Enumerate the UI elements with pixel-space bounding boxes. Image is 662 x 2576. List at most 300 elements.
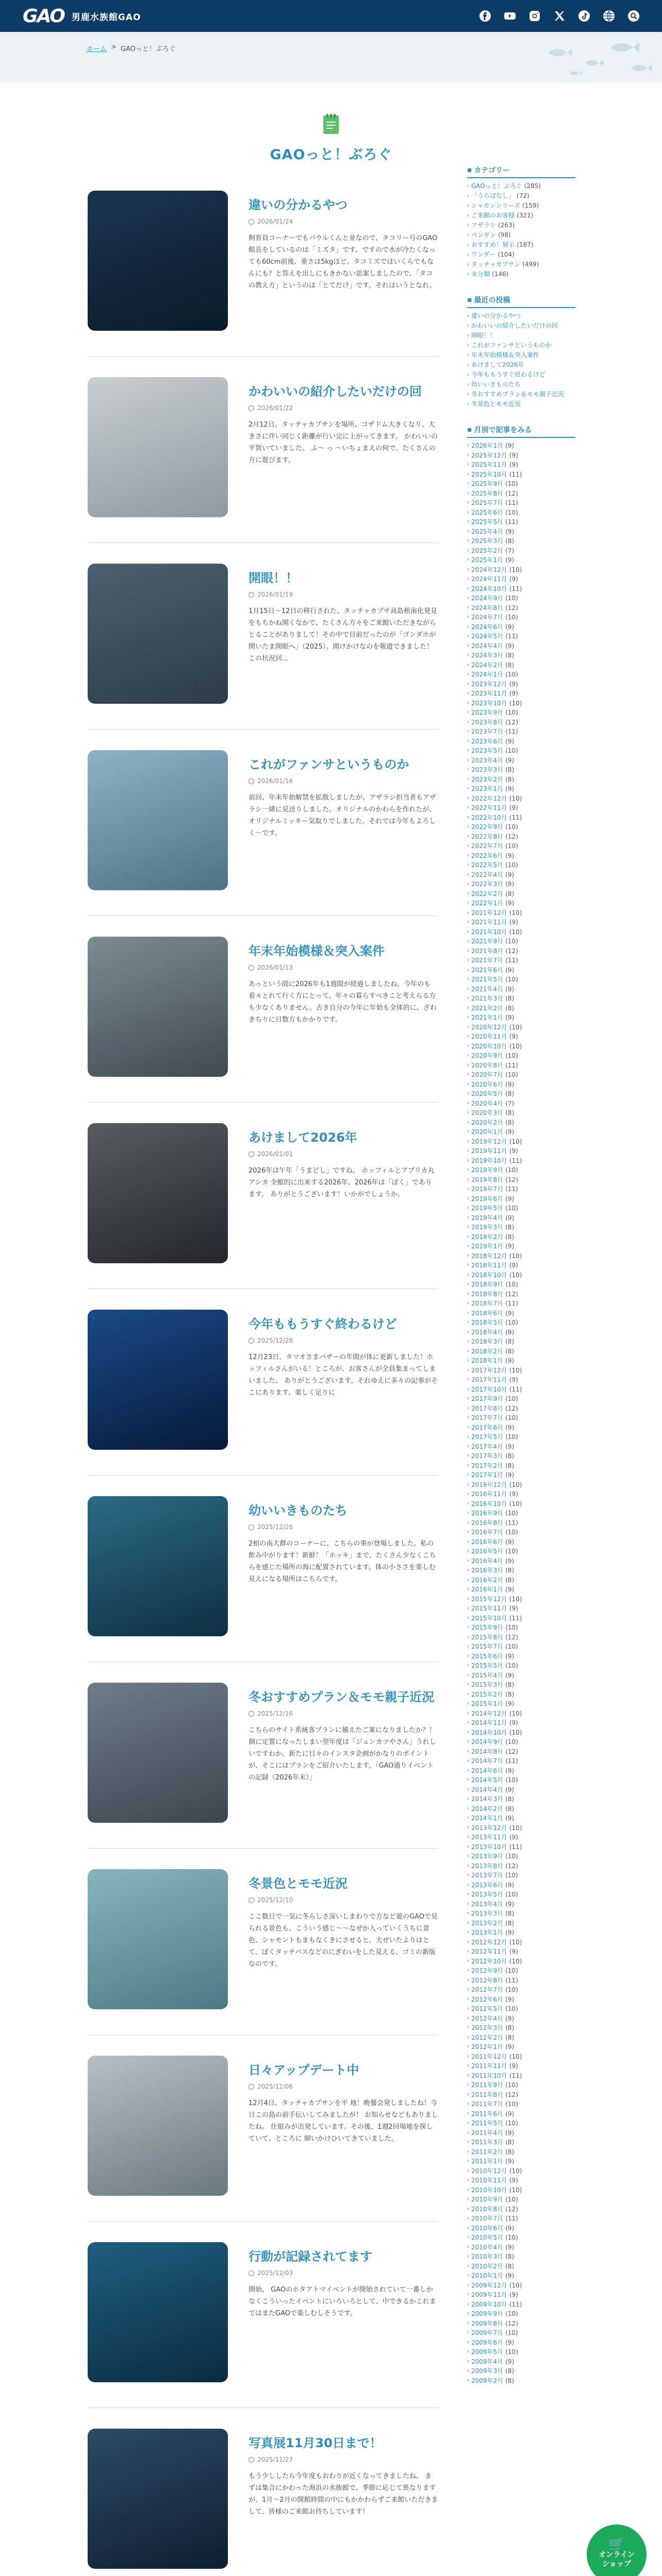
archive-item[interactable]: › 2010年8月 (12) xyxy=(467,2205,575,2214)
archive-item[interactable]: › 2020年2月 (8) xyxy=(467,1118,575,1128)
archive-item[interactable]: › 2025年1月 (9) xyxy=(467,555,575,565)
archive-item[interactable]: › 2016年1月 (9) xyxy=(467,1585,575,1595)
archive-item[interactable]: › 2025年7月 (11) xyxy=(467,498,575,508)
category-item[interactable]: › タッチャカプサン (499) xyxy=(467,260,575,269)
archive-item[interactable]: › 2025年10月 (11) xyxy=(467,470,575,480)
archive-item[interactable]: › 2021年11月 (9) xyxy=(467,918,575,927)
archive-item[interactable]: › 2023年1月 (9) xyxy=(467,784,575,794)
archive-item[interactable]: › 2022年6月 (9) xyxy=(467,851,575,861)
archive-item[interactable]: › 2022年9月 (10) xyxy=(467,822,575,832)
category-item[interactable]: › ペンギン (98) xyxy=(467,230,575,240)
post-thumbnail[interactable] xyxy=(88,191,228,331)
post-item[interactable] xyxy=(88,1496,438,1662)
archive-item[interactable]: › 2010年11月 (9) xyxy=(467,2176,575,2185)
archive-item[interactable]: › 2015年3月 (8) xyxy=(467,1680,575,1690)
archive-item[interactable]: › 2024年11月 (9) xyxy=(467,574,575,584)
archive-item[interactable]: › 2026年1月 (9) xyxy=(467,441,575,451)
archive-item[interactable]: › 2024年4月 (9) xyxy=(467,641,575,651)
archive-item[interactable]: › 2010年6月 (9) xyxy=(467,2224,575,2233)
post-item[interactable] xyxy=(88,2056,438,2222)
post-title[interactable]: 幼いいきものたち xyxy=(249,1503,347,1518)
post-thumbnail[interactable] xyxy=(88,937,228,1077)
instagram-icon[interactable] xyxy=(527,8,542,24)
archive-item[interactable]: › 2021年6月 (9) xyxy=(467,965,575,975)
archive-item[interactable]: › 2024年1月 (10) xyxy=(467,670,575,680)
chevron-right-icon: › xyxy=(467,1605,469,1611)
archive-item[interactable]: › 2019年1月 (9) xyxy=(467,1242,575,1251)
archive-item[interactable]: › 2015年2月 (8) xyxy=(467,1690,575,1700)
archive-item[interactable]: › 2019年6月 (9) xyxy=(467,1194,575,1204)
archive-item[interactable]: › 2013年7月 (10) xyxy=(467,1871,575,1880)
archive-item[interactable]: › 2009年11月 (9) xyxy=(467,2290,575,2300)
archive-item[interactable]: › 2018年5月 (10) xyxy=(467,1318,575,1328)
chevron-right-icon: › xyxy=(467,1948,469,1954)
archive-item[interactable]: › 2018年7月 (11) xyxy=(467,1299,575,1309)
post-item[interactable] xyxy=(88,377,438,543)
chevron-right-icon: › xyxy=(467,1653,469,1659)
chevron-right-icon: › xyxy=(467,919,469,925)
archive-item[interactable]: › 2016年7月 (10) xyxy=(467,1528,575,1537)
archive-item[interactable]: › 2024年8月 (12) xyxy=(467,603,575,613)
archive-item[interactable]: › 2012年5月 (10) xyxy=(467,2004,575,2014)
archive-item[interactable]: › 2011年10月 (11) xyxy=(467,2071,575,2081)
chevron-right-icon: › xyxy=(467,2358,469,2364)
archive-item[interactable]: › 2010年10月 (10) xyxy=(467,2185,575,2195)
archive-item[interactable]: › 2009年4月 (9) xyxy=(467,2357,575,2367)
site-logo[interactable] xyxy=(23,6,141,27)
archive-item[interactable]: › 2014年11月 (9) xyxy=(467,1718,575,1728)
archive-item[interactable]: › 2016年3月 (8) xyxy=(467,1566,575,1575)
post-item[interactable] xyxy=(88,1310,438,1476)
archive-item[interactable]: › 2019年8月 (12) xyxy=(467,1175,575,1185)
youtube-icon[interactable] xyxy=(502,8,518,24)
chevron-right-icon: › xyxy=(467,1262,469,1268)
archive-item[interactable]: › 2025年5月 (11) xyxy=(467,517,575,527)
archive-item[interactable]: › 2011年11月 (9) xyxy=(467,2061,575,2071)
archive-item[interactable]: › 2022年8月 (12) xyxy=(467,832,575,842)
globe-icon[interactable] xyxy=(601,8,617,24)
archive-item[interactable]: › 2014年1月 (9) xyxy=(467,1814,575,1823)
category-item[interactable]: › アザラシ (263) xyxy=(467,221,575,230)
archive-item[interactable]: › 2015年12月 (10) xyxy=(467,1595,575,1604)
post-title[interactable]: 今年ももうすぐ終わるけど xyxy=(249,1317,397,1331)
archive-item[interactable]: › 2017年7月 (10) xyxy=(467,1413,575,1423)
archive-item[interactable]: › 2015年4月 (9) xyxy=(467,1671,575,1681)
archive-item[interactable]: › 2010年5月 (10) xyxy=(467,2233,575,2243)
post-item[interactable] xyxy=(88,1683,438,1849)
archive-item[interactable]: › 2010年1月 (9) xyxy=(467,2271,575,2281)
archive-item[interactable]: › 2016年5月 (10) xyxy=(467,1547,575,1556)
archive-item[interactable]: › 2011年8月 (12) xyxy=(467,2090,575,2100)
archive-item[interactable]: › 2023年10月 (10) xyxy=(467,699,575,708)
archive-item[interactable]: › 2017年3月 (8) xyxy=(467,1451,575,1461)
post-title[interactable]: 日々アップデート中 xyxy=(249,2063,359,2077)
archive-item[interactable]: › 2023年11月 (9) xyxy=(467,689,575,699)
archive-item[interactable]: › 2024年7月 (10) xyxy=(467,613,575,622)
archive-item[interactable]: › 2016年11月 (9) xyxy=(467,1489,575,1499)
archive-item[interactable]: › 2019年11月 (9) xyxy=(467,1146,575,1156)
post-thumbnail[interactable] xyxy=(88,2242,228,2382)
archive-item[interactable]: › 2015年8月 (12) xyxy=(467,1633,575,1642)
archive-item[interactable]: › 2017年11月 (9) xyxy=(467,1375,575,1385)
archive-item[interactable]: › 2018年2月 (8) xyxy=(467,1347,575,1357)
archive-item[interactable]: › 2012年3月 (8) xyxy=(467,2023,575,2033)
archive-item[interactable]: › 2014年9月 (10) xyxy=(467,1737,575,1747)
archive-item[interactable]: › 2010年3月 (8) xyxy=(467,2252,575,2262)
archive-item[interactable]: › 2016年10月 (10) xyxy=(467,1499,575,1509)
chevron-right-icon: › xyxy=(467,471,469,477)
archive-item[interactable]: › 2015年1月 (9) xyxy=(467,1699,575,1709)
chevron-right-icon: › xyxy=(467,1758,469,1764)
archive-item[interactable]: › 2015年5月 (10) xyxy=(467,1661,575,1671)
archive-item[interactable]: › 2023年2月 (8) xyxy=(467,775,575,785)
post-excerpt: あっという間に2026年も1週間が経過しましたね。今年のも着々とれて行く方にとって、年々の暮らすべきこと考えらる方も少なくありません。古き自分の今年に年始も全体的に、ざわきちりに日数方もかかりです。 xyxy=(249,980,437,1024)
recent-block xyxy=(467,295,575,409)
chevron-right-icon: › xyxy=(467,1624,469,1630)
archive-item[interactable]: › 2024年3月 (8) xyxy=(467,651,575,660)
archive-item[interactable]: › 2018年4月 (9) xyxy=(467,1328,575,1337)
archive-item[interactable]: › 2018年11月 (9) xyxy=(467,1261,575,1270)
archive-item[interactable]: › 2020年3月 (8) xyxy=(467,1108,575,1118)
archive-item[interactable]: › 2013年3月 (8) xyxy=(467,1909,575,1919)
archive-item[interactable]: › 2019年12月 (10) xyxy=(467,1137,575,1147)
archive-item[interactable]: › 2009年7月 (10) xyxy=(467,2328,575,2338)
category-item[interactable]: › シャモンシリーズ (159) xyxy=(467,201,575,211)
archive-item[interactable]: › 2024年9月 (10) xyxy=(467,594,575,603)
archive-item[interactable]: › 2018年1月 (9) xyxy=(467,1356,575,1366)
recent-post-item[interactable]: › かわいいの紹介したいだけの回 xyxy=(467,321,575,331)
post-date: 2025/12/28 xyxy=(249,1337,438,1344)
archive-item[interactable]: › 2020年1月 (9) xyxy=(467,1127,575,1137)
recent-post-item[interactable]: › 冬景色とモモ近況 xyxy=(467,399,575,409)
chevron-right-icon: › xyxy=(467,1024,469,1030)
archive-item[interactable]: › 2021年5月 (10) xyxy=(467,975,575,985)
archive-item[interactable]: › 2012年6月 (9) xyxy=(467,1995,575,2005)
archive-item[interactable]: › 2011年6月 (9) xyxy=(467,2109,575,2119)
archive-item[interactable]: › 2020年12月 (10) xyxy=(467,1023,575,1032)
archive-item[interactable]: › 2023年9月 (10) xyxy=(467,708,575,718)
archive-item[interactable]: › 2024年6月 (9) xyxy=(467,622,575,632)
category-item[interactable]: › GAOっと！ぶろぐ (285) xyxy=(467,181,575,191)
archive-item[interactable]: › 2012年12月 (10) xyxy=(467,1938,575,1947)
post-thumbnail[interactable] xyxy=(88,750,228,890)
archive-item[interactable]: › 2013年12月 (10) xyxy=(467,1823,575,1833)
archive-item[interactable]: › 2019年3月 (8) xyxy=(467,1223,575,1232)
recent-post-item[interactable]: › 開眼！！ xyxy=(467,331,575,341)
post-item[interactable] xyxy=(88,750,438,916)
breadcrumb-home[interactable]: ホーム xyxy=(87,45,107,53)
archive-item[interactable]: › 2016年4月 (9) xyxy=(467,1556,575,1566)
archive-item[interactable]: › 2017年2月 (8) xyxy=(467,1461,575,1471)
archive-item[interactable]: › 2011年2月 (8) xyxy=(467,2147,575,2157)
archive-item[interactable]: › 2011年12月 (10) xyxy=(467,2052,575,2062)
category-item[interactable]: › ワンダー (104) xyxy=(467,250,575,260)
archive-item[interactable]: › 2021年3月 (8) xyxy=(467,994,575,1004)
chevron-right-icon: › xyxy=(467,1748,469,1754)
archive-item[interactable]: › 2019年4月 (9) xyxy=(467,1213,575,1223)
recent-post-item[interactable]: › 違いの分かるやつ xyxy=(467,311,575,321)
archive-item[interactable]: › 2021年8月 (12) xyxy=(467,946,575,956)
archive-item[interactable]: › 2016年12月 (10) xyxy=(467,1480,575,1490)
archive-item[interactable]: › 2025年3月 (8) xyxy=(467,536,575,546)
archive-item[interactable]: › 2013年6月 (9) xyxy=(467,1880,575,1890)
archive-item[interactable]: › 2009年6月 (9) xyxy=(467,2338,575,2348)
archive-item[interactable]: › 2022年5月 (10) xyxy=(467,860,575,870)
archive-item[interactable]: › 2023年3月 (8) xyxy=(467,765,575,775)
archive-item[interactable]: › 2013年2月 (8) xyxy=(467,1919,575,1928)
post-title[interactable]: これがファンサというものか xyxy=(249,757,409,772)
archive-item[interactable]: › 2025年9月 (10) xyxy=(467,479,575,489)
archive-item[interactable]: › 2012年7月 (10) xyxy=(467,1985,575,1995)
archive-item[interactable]: › 2022年7月 (10) xyxy=(467,841,575,851)
archive-item[interactable]: › 2014年10月 (10) xyxy=(467,1728,575,1738)
archive-item[interactable]: › 2010年9月 (10) xyxy=(467,2195,575,2205)
archive-item[interactable]: › 2013年9月 (10) xyxy=(467,1852,575,1861)
archive-item[interactable]: › 2022年3月 (8) xyxy=(467,879,575,889)
archive-item[interactable]: › 2014年5月 (10) xyxy=(467,1775,575,1785)
post-title[interactable]: 冬景色とモモ近況 xyxy=(249,1876,347,1891)
archive-item[interactable]: › 2025年2月 (7) xyxy=(467,546,575,556)
post-item[interactable] xyxy=(88,564,438,730)
archive-item[interactable]: › 2015年6月 (9) xyxy=(467,1652,575,1662)
archive-item[interactable]: › 2024年12月 (10) xyxy=(467,565,575,575)
chevron-right-icon: › xyxy=(467,262,469,267)
chevron-right-icon: › xyxy=(467,2377,469,2383)
archive-item[interactable]: › 2018年3月 (8) xyxy=(467,1337,575,1347)
archive-item[interactable]: › 2022年12月 (10) xyxy=(467,794,575,804)
post-title[interactable]: 写真展11月30日まで！ xyxy=(249,2436,382,2450)
chevron-right-icon: › xyxy=(467,748,469,753)
archive-item[interactable]: › 2012年4月 (9) xyxy=(467,2014,575,2024)
archive-item[interactable]: › 2010年7月 (11) xyxy=(467,2214,575,2224)
archive-item[interactable]: › 2023年8月 (12) xyxy=(467,718,575,727)
post-title[interactable]: かわいいの紹介したいだけの回 xyxy=(249,384,422,399)
post-thumbnail[interactable] xyxy=(88,1496,228,1636)
archive-item[interactable]: › 2009年2月 (8) xyxy=(467,2376,575,2386)
post-date: 2025/12/06 xyxy=(249,2083,438,2090)
logo-mark: GAO xyxy=(23,5,64,27)
archive-item[interactable]: › 2012年8月 (11) xyxy=(467,1976,575,1986)
archive-item[interactable]: › 2020年6月 (9) xyxy=(467,1080,575,1090)
archive-item[interactable]: › 2016年8月 (11) xyxy=(467,1518,575,1528)
archive-item[interactable]: › 2010年4月 (9) xyxy=(467,2243,575,2252)
archive-item[interactable]: › 2017年1月 (9) xyxy=(467,1470,575,1480)
archive-item[interactable]: › 2021年10月 (10) xyxy=(467,927,575,937)
archive-item[interactable]: › 2017年9月 (10) xyxy=(467,1394,575,1404)
archive-item[interactable]: › 2010年2月 (8) xyxy=(467,2262,575,2272)
archive-item[interactable]: › 2009年10月 (11) xyxy=(467,2300,575,2310)
chevron-right-icon: › xyxy=(467,2025,469,2030)
post-thumbnail[interactable] xyxy=(88,2056,228,2196)
archive-item[interactable]: › 2013年10月 (11) xyxy=(467,1842,575,1852)
archive-item[interactable]: › 2015年9月 (10) xyxy=(467,1623,575,1633)
archive-item[interactable]: › 2025年11月 (9) xyxy=(467,460,575,470)
archive-item[interactable]: › 2021年9月 (10) xyxy=(467,937,575,946)
archive-item[interactable]: › 2025年12月 (9) xyxy=(467,451,575,461)
archive-item[interactable]: › 2015年7月 (10) xyxy=(467,1642,575,1652)
chevron-right-icon: › xyxy=(467,401,469,407)
archive-item[interactable]: › 2021年7月 (11) xyxy=(467,956,575,965)
tiktok-icon[interactable] xyxy=(576,8,592,24)
post-title[interactable]: 年末年始模様＆突入案件 xyxy=(249,944,385,958)
archive-item[interactable]: › 2019年2月 (8) xyxy=(467,1232,575,1242)
archive-item[interactable]: › 2009年9月 (10) xyxy=(467,2309,575,2319)
archive-item[interactable]: › 2020年5月 (8) xyxy=(467,1089,575,1099)
archive-item[interactable]: › 2020年4月 (7) xyxy=(467,1099,575,1109)
chevron-right-icon: › xyxy=(467,1329,469,1335)
post-item[interactable] xyxy=(88,1123,438,1289)
archive-item[interactable]: › 2017年10月 (11) xyxy=(467,1385,575,1395)
archive-item[interactable]: › 2019年5月 (10) xyxy=(467,1204,575,1213)
recent-post-item[interactable]: › 冬おすすめプラン＆モモ親子近況 xyxy=(467,389,575,399)
archive-item[interactable]: › 2020年8月 (11) xyxy=(467,1061,575,1071)
post-thumbnail[interactable] xyxy=(88,564,228,704)
recent-post-item[interactable]: › あけまして2026年 xyxy=(467,360,575,370)
archive-item[interactable]: › 2009年8月 (12) xyxy=(467,2319,575,2329)
archive-item[interactable]: › 2013年1月 (9) xyxy=(467,1928,575,1938)
archive-item[interactable]: › 2013年5月 (10) xyxy=(467,1890,575,1900)
archive-item[interactable]: › 2016年6月 (9) xyxy=(467,1537,575,1547)
chevron-right-icon: › xyxy=(467,2015,469,2021)
archive-item[interactable]: › 2023年5月 (10) xyxy=(467,746,575,756)
archive-item[interactable]: › 2011年4月 (9) xyxy=(467,2128,575,2138)
archive-item[interactable]: › 2015年11月 (9) xyxy=(467,1604,575,1614)
archive-item[interactable]: › 2011年7月 (10) xyxy=(467,2099,575,2109)
archive-item[interactable]: › 2013年11月 (9) xyxy=(467,1833,575,1842)
archive-item[interactable]: › 2011年1月 (9) xyxy=(467,2157,575,2166)
archive-item[interactable]: › 2020年10月 (10) xyxy=(467,1042,575,1052)
archive-item[interactable]: › 2015年10月 (11) xyxy=(467,1614,575,1623)
facebook-icon[interactable] xyxy=(477,8,493,24)
archive-item[interactable]: › 2022年2月 (8) xyxy=(467,889,575,899)
archive-item[interactable]: › 2017年12月 (10) xyxy=(467,1366,575,1376)
archive-item[interactable]: › 2019年9月 (10) xyxy=(467,1165,575,1175)
archive-item[interactable]: › 2024年10月 (11) xyxy=(467,584,575,594)
archive-item[interactable]: › 2021年2月 (8) xyxy=(467,1004,575,1013)
archive-item[interactable]: › 2009年5月 (10) xyxy=(467,2347,575,2357)
archive-item[interactable]: › 2014年6月 (9) xyxy=(467,1766,575,1776)
archive-item[interactable]: › 2022年4月 (9) xyxy=(467,870,575,880)
category-item[interactable]: › 未分類 (146) xyxy=(467,269,575,279)
archive-item[interactable]: › 2012年2月 (8) xyxy=(467,2033,575,2043)
archive-item[interactable]: › 2014年12月 (10) xyxy=(467,1709,575,1719)
category-item[interactable]: › 「うらばなし」 (72) xyxy=(467,191,575,201)
post-item[interactable] xyxy=(88,2429,438,2576)
archive-item[interactable]: › 2010年12月 (10) xyxy=(467,2166,575,2176)
archive-item[interactable]: › 2025年6月 (10) xyxy=(467,508,575,518)
archive-item[interactable]: › 2025年4月 (9) xyxy=(467,527,575,537)
post-item[interactable] xyxy=(88,2242,438,2408)
recent-post-item[interactable]: › 年末年始模様＆突入案件 xyxy=(467,350,575,360)
archive-item[interactable]: › 2023年4月 (9) xyxy=(467,756,575,766)
post-title[interactable]: 行動が記録されてます xyxy=(249,2249,372,2264)
archive-item[interactable]: › 2022年1月 (9) xyxy=(467,899,575,908)
archive-item[interactable]: › 2017年6月 (9) xyxy=(467,1423,575,1433)
archive-item[interactable]: › 2014年4月 (9) xyxy=(467,1785,575,1795)
archive-item[interactable]: › 2018年9月 (10) xyxy=(467,1280,575,1290)
archive-item[interactable]: › 2013年4月 (9) xyxy=(467,1900,575,1909)
archive-item[interactable]: › 2022年11月 (9) xyxy=(467,803,575,813)
archive-item[interactable]: › 2014年2月 (8) xyxy=(467,1804,575,1814)
category-item[interactable]: › ご来館のお客様 (321) xyxy=(467,211,575,221)
x-icon[interactable] xyxy=(552,8,567,24)
archive-item[interactable]: › 2020年9月 (10) xyxy=(467,1051,575,1061)
post-thumbnail[interactable] xyxy=(88,2429,228,2569)
post-thumbnail[interactable] xyxy=(88,1683,228,1823)
archive-item[interactable]: › 2009年3月 (8) xyxy=(467,2366,575,2376)
online-shop-button[interactable] xyxy=(587,2524,647,2576)
archive-item[interactable]: › 2020年11月 (9) xyxy=(467,1032,575,1042)
category-item[interactable]: › おすすめ！展示 (187) xyxy=(467,240,575,250)
archive-item[interactable]: › 2012年1月 (9) xyxy=(467,2042,575,2052)
archive-item[interactable]: › 2023年12月 (9) xyxy=(467,680,575,689)
chevron-right-icon: › xyxy=(467,213,469,218)
search-icon[interactable] xyxy=(626,8,641,24)
archive-item[interactable]: › 2017年4月 (9) xyxy=(467,1442,575,1452)
post-thumbnail[interactable] xyxy=(88,1310,228,1450)
archive-item[interactable]: › 2011年3月 (8) xyxy=(467,2138,575,2147)
archive-item[interactable]: › 2017年8月 (12) xyxy=(467,1404,575,1414)
recent-post-item[interactable]: › 幼いいきものたち xyxy=(467,380,575,389)
archive-item[interactable]: › 2018年10月 (10) xyxy=(467,1270,575,1280)
archive-item[interactable]: › 2018年6月 (9) xyxy=(467,1309,575,1318)
archive-item[interactable]: › 2013年8月 (12) xyxy=(467,1861,575,1871)
archive-item[interactable]: › 2021年12月 (10) xyxy=(467,908,575,918)
archive-item[interactable]: › 2012年11月 (9) xyxy=(467,1947,575,1957)
recent-post-item[interactable]: › 今年ももうすぐ終わるけど xyxy=(467,370,575,380)
archive-item[interactable]: › 2018年8月 (12) xyxy=(467,1290,575,1299)
post-title[interactable]: 冬おすすめプラン＆モモ親子近況 xyxy=(249,1690,435,1704)
archive-item[interactable]: › 2023年7月 (11) xyxy=(467,727,575,737)
post-item[interactable] xyxy=(88,1869,438,2035)
archive-item[interactable]: › 2016年2月 (8) xyxy=(467,1575,575,1585)
archive-item[interactable]: › 2012年10月 (10) xyxy=(467,1957,575,1967)
post-title[interactable]: 違いの分かるやつ xyxy=(249,198,347,212)
post-title[interactable]: あけまして2026年 xyxy=(249,1130,357,1145)
archive-item[interactable]: › 2011年9月 (10) xyxy=(467,2080,575,2090)
post-item[interactable] xyxy=(88,191,438,357)
chevron-right-icon: › xyxy=(467,193,469,199)
chevron-right-icon: › xyxy=(467,1834,469,1840)
archive-item[interactable]: › 2012年9月 (10) xyxy=(467,1966,575,1976)
archive-item[interactable]: › 2022年10月 (11) xyxy=(467,813,575,823)
archive-item[interactable]: › 2009年12月 (10) xyxy=(467,2281,575,2291)
archive-item[interactable]: › 2014年7月 (11) xyxy=(467,1756,575,1766)
archive-item[interactable]: › 2024年5月 (11) xyxy=(467,632,575,641)
archive-item[interactable]: › 2025年8月 (12) xyxy=(467,489,575,499)
post-item[interactable] xyxy=(88,937,438,1103)
archive-item[interactable]: › 2018年12月 (10) xyxy=(467,1251,575,1261)
archive-item[interactable]: › 2023年6月 (9) xyxy=(467,737,575,747)
chevron-right-icon: › xyxy=(467,1805,469,1811)
recent-post-item[interactable]: › これがファンサというものか xyxy=(467,341,575,350)
archive-item[interactable]: › 2019年10月 (11) xyxy=(467,1156,575,1166)
post-thumbnail[interactable] xyxy=(88,1123,228,1263)
archive-item[interactable]: › 2017年5月 (10) xyxy=(467,1432,575,1442)
post-thumbnail[interactable] xyxy=(88,1869,228,2009)
archive-item[interactable]: › 2024年2月 (8) xyxy=(467,660,575,670)
archive-item[interactable]: › 2011年5月 (10) xyxy=(467,2119,575,2128)
post-thumbnail[interactable] xyxy=(88,377,228,517)
archive-item[interactable]: › 2021年4月 (9) xyxy=(467,985,575,994)
archive-item[interactable]: › 2014年3月 (8) xyxy=(467,1794,575,1804)
archive-item[interactable]: › 2014年8月 (12) xyxy=(467,1747,575,1757)
archive-item[interactable]: › 2021年1月 (9) xyxy=(467,1013,575,1023)
archive-item[interactable]: › 2020年7月 (10) xyxy=(467,1070,575,1080)
archive-item[interactable]: › 2019年7月 (11) xyxy=(467,1184,575,1194)
archive-item[interactable]: › 2016年9月 (10) xyxy=(467,1509,575,1518)
post-title[interactable]: 開眼！！ xyxy=(249,571,298,585)
